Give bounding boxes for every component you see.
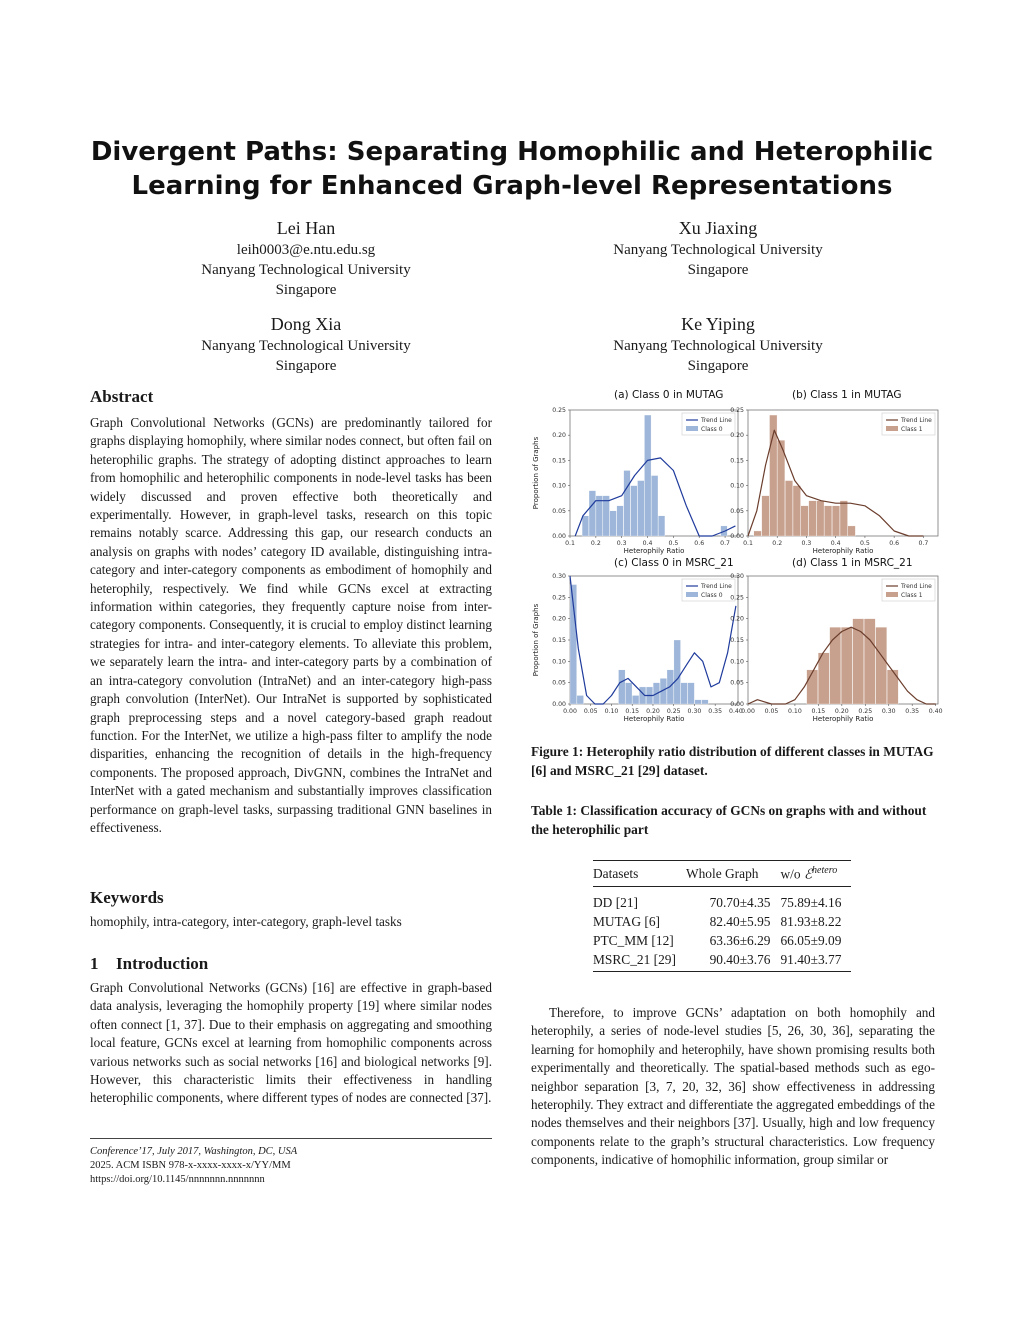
header-datasets: Datasets <box>593 865 639 881</box>
y-tick-label: 0.00 <box>552 533 566 540</box>
y-tick-label: 0.20 <box>552 432 566 440</box>
y-tick-label: 0.05 <box>730 679 744 687</box>
histogram-bar <box>793 486 801 536</box>
author-country: Singapore <box>275 358 337 374</box>
legend-label-class: Class 0 <box>701 592 723 599</box>
histogram-bar <box>625 683 632 704</box>
author-name: Lei Han <box>276 218 336 238</box>
y-tick-label: 0.20 <box>552 615 566 623</box>
x-tick-label: 0.6 <box>694 540 705 547</box>
header-superscript: hetero <box>812 865 838 876</box>
abstract-text: Graph Convolutional Networks (GCNs) are predominantly tailored for graphs displaying homophily, where similar nodes connect, but often fail on heterophilic graphs. The strategy of adopting distinct approaches to learn from homophilic and heterophilic components in node-level tasks has been widely discussed and proven effective both theoretically and experimentally. However, in graph-level tasks, research on this topic remains notably scarce. Addressing this gap, our research conducts an analysis on graphs with nodes’ category ID available, distinguishing intra-category and inter-category components as embodiment of homophily and heterophily, respectively. We find while GCNs excel at extracting information within categories, they frequently capture noise from inter-category components. Consequently, it is crucial to employ distinct learning strategies for intra- and inter-category elements. To alleviate this problem, we separately learn the intra- and inter-category parts by a combination of an intra-category convolution (IntraNet) and an inter-category high-pass graph convolution (InterNet). Our IntraNet is supported by sophisticated graph preprocessing steps and a novel category-based graph readout function. For the InterNet, we utilize a high-pass filter to amplify the node disparities, enhancing the recognition of details in the high-frequency components. The proposed approach, DivGNN, combines the IntraNet and InterNet with a gated mechanism and substantially improves classification performance on graph-level tasks, surpassing traditional GNN baselines in effectiveness. <box>90 415 492 835</box>
y-tick-label: 0.15 <box>552 637 566 644</box>
footnote <box>90 1138 492 1187</box>
histogram-bar <box>841 627 852 704</box>
x-tick-label: 0.5 <box>860 540 870 547</box>
x-axis-label: Heterophily Ratio <box>812 547 874 555</box>
histogram-bar <box>596 496 603 536</box>
legend-label-trend: Trend Line <box>901 583 932 590</box>
table-row <box>593 931 851 950</box>
abstract-heading: Abstract <box>90 387 154 406</box>
figure-1 <box>530 384 950 726</box>
x-tick-label: 0.1 <box>565 540 575 547</box>
histogram-bar <box>644 415 651 536</box>
author-block-4 <box>568 312 868 376</box>
histogram-bar <box>688 683 695 704</box>
cell-without-hetero: 81.93±8.22 <box>780 914 842 930</box>
histogram-bar <box>818 653 829 704</box>
x-tick-label: 0.05 <box>764 708 779 715</box>
author-name: Dong Xia <box>270 314 342 334</box>
y-axis-label: Proportion of Graphs <box>532 603 540 677</box>
x-axis-label: Heterophily Ratio <box>812 715 874 723</box>
results-table <box>593 860 851 972</box>
y-tick-label: 0.25 <box>730 407 744 414</box>
cell-whole-graph: 82.40±5.95 <box>709 914 771 930</box>
header-whole-graph: Whole Graph <box>685 865 759 881</box>
x-tick-label: 0.10 <box>788 708 802 715</box>
legend-label-class: Class 1 <box>901 592 923 599</box>
x-tick-label: 0.30 <box>687 708 702 715</box>
introduction-text: Graph Convolutional Networks (GCNs) [16] are effective in graph-based data analysis, leveraging the homophily property [19] where similar nodes often connect [1, 37]. Due to their emphasis on aggregating and smoothing local feature, GCNs excel at learning from homophilic components across various networks such as social networks [16] and biological networks [9]. However, this characteristic limits their effectiveness in handling heterophilic components, where different types of nodes are connected [37]. <box>90 980 492 1106</box>
legend-bar-swatch <box>886 592 898 597</box>
cell-dataset: MUTAG [6] <box>593 914 660 930</box>
x-tick-label: 0.7 <box>918 540 929 547</box>
x-tick-label: 0.05 <box>583 708 598 715</box>
legend-label-class: Class 1 <box>901 426 923 433</box>
table-row <box>593 912 851 931</box>
x-tick-label: 0.30 <box>881 708 896 715</box>
y-tick-label: 0.20 <box>730 432 744 440</box>
abstract-section <box>90 386 492 837</box>
legend-bar-swatch <box>686 592 698 597</box>
y-tick-label: 0.25 <box>552 407 566 414</box>
keywords-heading: Keywords <box>90 888 164 907</box>
histogram-bar <box>853 619 864 704</box>
author-name: Xu Jiaxing <box>678 218 758 238</box>
histogram-bar <box>864 619 875 704</box>
legend-bar-swatch <box>686 426 698 431</box>
histogram-bar <box>638 481 645 536</box>
histogram-bar <box>658 516 665 536</box>
x-tick-label: 0.5 <box>668 540 679 547</box>
histogram-bar <box>624 470 631 536</box>
author-country: Singapore <box>687 262 749 278</box>
histogram-bar <box>830 627 841 704</box>
author-affiliation: Nanyang Technological University <box>201 338 411 354</box>
legend-label-class: Class 0 <box>701 426 723 433</box>
y-tick-label: 0.25 <box>552 594 566 602</box>
x-tick-label: 0.2 <box>772 540 783 547</box>
histogram-bar <box>632 695 639 704</box>
y-tick-label: 0.05 <box>552 679 566 687</box>
author-country: Singapore <box>687 358 749 374</box>
histogram-bar <box>887 670 898 704</box>
author-block-1 <box>156 216 456 300</box>
y-tick-label: 0.15 <box>730 457 744 465</box>
histogram-bar <box>754 531 762 536</box>
y-tick-label: 0.00 <box>730 701 744 708</box>
histogram-bar <box>631 486 638 536</box>
x-tick-label: 0.15 <box>625 708 640 715</box>
y-tick-label: 0.25 <box>730 594 744 602</box>
section-number: 1 <box>90 954 99 973</box>
introduction-section <box>90 953 492 1108</box>
legend-bar-swatch <box>886 426 898 431</box>
histogram-bar <box>702 700 709 704</box>
x-tick-label: 0.25 <box>666 708 681 715</box>
histogram-bar <box>762 496 770 536</box>
y-tick-label: 0.05 <box>552 507 566 515</box>
histogram-bar <box>582 516 589 536</box>
x-tick-label: 0.25 <box>858 708 873 715</box>
y-tick-label: 0.15 <box>730 637 744 644</box>
footnote-doi[interactable]: https://doi.org/10.1145/nnnnnnn.nnnnnnn <box>90 1174 265 1185</box>
histogram-bar <box>618 670 625 704</box>
histogram-bar <box>809 501 817 536</box>
x-tick-label: 0.00 <box>741 708 755 715</box>
author-affiliation: Nanyang Technological University <box>201 262 411 278</box>
histogram-bar <box>617 506 624 536</box>
histogram-bar <box>674 640 681 704</box>
histogram-bar <box>577 695 584 704</box>
legend-label-trend: Trend Line <box>701 583 732 590</box>
x-tick-label: 0.20 <box>834 708 849 715</box>
y-tick-label: 0.10 <box>730 482 744 490</box>
author-email[interactable]: leih0003@e.ntu.edu.sg <box>236 242 376 258</box>
x-tick-label: 0.3 <box>616 540 627 547</box>
title-line-1: Divergent Paths: Separating Homophilic and Heterophilic <box>90 137 934 167</box>
legend-label-trend: Trend Line <box>901 417 932 424</box>
introduction-continued-text: Therefore, to improve GCNs’ adaptation on both homophily and heterophily, a series of node-level studies [5, 26, 30, 36], separating the learning for homophily and heterophily, have shown promising results both experimentally and theoretically. The spatial-based methods such as ego-neighbor separation [3, 7, 20, 32, 36] show effectiveness in addressing heterophily. They extract and differentiate the aggregated embeddings of the nodes themselves and their neighbors [37]. Usually, high and low frequency components relate to the graph’s structural characteristics. Low frequency components, indicative of homophilic information, group similar or <box>531 1005 935 1168</box>
cell-without-hetero: 75.89±4.16 <box>780 895 842 911</box>
histogram-bar <box>603 496 610 536</box>
x-tick-label: 0.00 <box>563 708 577 715</box>
y-tick-label: 0.15 <box>552 457 566 465</box>
x-tick-label: 0.4 <box>830 540 841 547</box>
histogram-bar <box>785 481 793 536</box>
author-country: Singapore <box>275 282 337 298</box>
y-tick-label: 0.10 <box>552 482 566 490</box>
footnote-conference: Conference’17, July 2017, Washington, DC, USA <box>90 1146 298 1157</box>
x-tick-label: 0.1 <box>743 540 753 547</box>
y-tick-label: 0.10 <box>730 658 744 666</box>
cell-whole-graph: 90.40±3.76 <box>709 952 771 968</box>
y-axis-label: Proportion of Graphs <box>532 436 540 510</box>
x-tick-label: 0.40 <box>729 708 743 715</box>
histogram-bar <box>848 526 856 536</box>
chart-title: (b) Class 1 in MUTAG <box>792 389 902 401</box>
keywords-section <box>90 887 492 931</box>
x-tick-label: 0.20 <box>646 708 660 715</box>
header-without-label: w/o <box>780 866 801 882</box>
author-name: Ke Yiping <box>681 314 755 334</box>
cell-dataset: MSRC_21 [29] <box>593 952 676 968</box>
histogram-bar <box>876 627 887 704</box>
histogram-bar <box>801 506 809 536</box>
cell-whole-graph: 63.36±6.29 <box>709 933 771 949</box>
author-block-2 <box>568 216 868 280</box>
x-tick-label: 0.10 <box>604 708 619 715</box>
histogram-bar <box>610 511 617 536</box>
y-tick-label: 0.30 <box>730 573 744 580</box>
footnote-isbn: 2025. ACM ISBN 978-x-xxxx-xxxx-x/YY/MM <box>90 1160 291 1171</box>
author-affiliation: Nanyang Technological University <box>613 338 823 354</box>
histogram-bar <box>807 670 818 704</box>
y-tick-label: 0.00 <box>730 533 744 540</box>
x-tick-label: 0.35 <box>708 708 723 715</box>
histogram-bar <box>651 476 658 536</box>
x-axis-label: Heterophily Ratio <box>623 715 685 723</box>
header-symbol: ℰ <box>803 867 813 883</box>
title-line-2: Learning for Enhanced Graph-level Representations <box>131 171 893 201</box>
histogram-bar <box>832 506 840 536</box>
header-without-hetero <box>780 861 851 887</box>
y-tick-label: 0.00 <box>552 701 566 708</box>
chart-title: (d) Class 1 in MSRC_21 <box>792 557 913 569</box>
cell-whole-graph: 70.70±4.35 <box>709 895 771 911</box>
table-1-caption: Table 1: Classification accuracy of GCNs on graphs with and without the heterophilic part <box>531 803 927 837</box>
x-tick-label: 0.6 <box>889 540 900 547</box>
x-tick-label: 0.35 <box>905 708 920 715</box>
histogram-bar <box>695 700 702 704</box>
x-tick-label: 0.15 <box>811 708 826 715</box>
y-tick-label: 0.05 <box>730 507 744 515</box>
histogram-bar <box>824 506 832 536</box>
figure-1-caption: Figure 1: Heterophily ratio distribution of different classes in MUTAG [6] and MSRC_21 [29] dataset. <box>531 744 934 778</box>
histogram-bar <box>817 501 825 536</box>
author-block-3 <box>156 312 456 376</box>
x-tick-label: 0.7 <box>720 540 730 547</box>
x-tick-label: 0.3 <box>801 540 812 547</box>
section-title: Introduction <box>116 954 209 973</box>
author-affiliation: Nanyang Technological University <box>613 242 823 258</box>
y-tick-label: 0.30 <box>552 573 566 580</box>
x-tick-label: 0.40 <box>928 708 943 715</box>
introduction-heading <box>90 953 492 975</box>
x-axis-label: Heterophily Ratio <box>623 547 685 555</box>
keywords-text: homophily, intra-category, inter-category, graph-level tasks <box>90 914 402 929</box>
cell-without-hetero: 66.05±9.09 <box>780 933 842 949</box>
chart-title: (c) Class 0 in MSRC_21 <box>614 557 734 569</box>
cell-dataset: PTC_MM [12] <box>593 933 674 949</box>
legend-label-trend: Trend Line <box>701 417 732 424</box>
table-header-row <box>593 861 851 887</box>
table-1 <box>593 860 851 972</box>
histogram-bar <box>589 491 596 536</box>
y-tick-label: 0.20 <box>730 615 744 623</box>
paper-title <box>80 135 944 203</box>
x-tick-label: 0.4 <box>642 540 653 547</box>
x-tick-label: 0.2 <box>590 540 601 547</box>
cell-dataset: DD [21] <box>593 895 638 911</box>
histogram-bar <box>777 440 785 536</box>
table-row <box>593 887 851 913</box>
cell-without-hetero: 91.40±3.77 <box>780 952 842 968</box>
histogram-bar <box>840 501 848 536</box>
chart-title: (a) Class 0 in MUTAG <box>614 389 724 401</box>
y-tick-label: 0.10 <box>552 658 566 666</box>
histogram-bar <box>681 683 688 704</box>
table-row <box>593 950 851 972</box>
